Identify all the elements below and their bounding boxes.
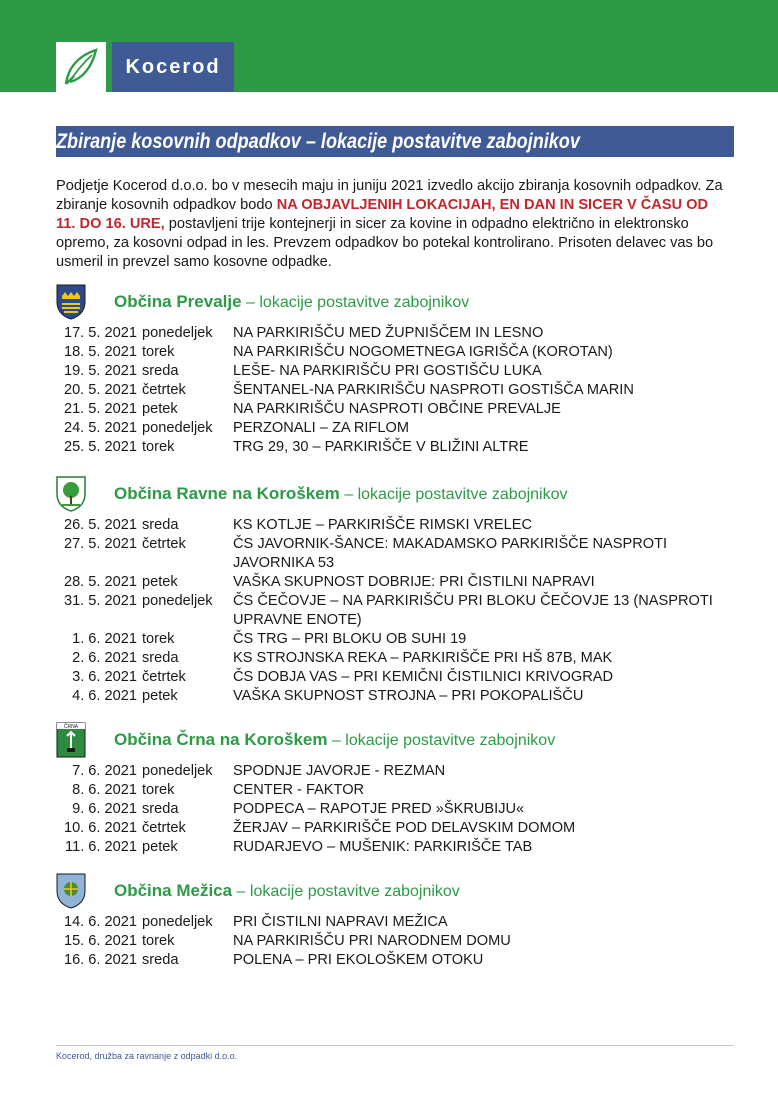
date-cell: 15. 6. 2021	[63, 933, 137, 949]
day-cell: ponedeljek	[142, 914, 213, 930]
day-cell: sreda	[142, 952, 179, 968]
day-cell: ponedeljek	[142, 325, 213, 341]
ravne-crest-icon	[56, 476, 86, 512]
table-row	[56, 687, 733, 706]
location-cell: ŠENTANEL-NA PARKIRIŠČU NASPROTI GOSTIŠČA MARIN	[233, 382, 634, 398]
table-row	[56, 400, 733, 419]
day-cell: ponedeljek	[142, 420, 213, 436]
date-cell: 1. 6. 2021	[72, 631, 137, 647]
location-cell: NA PARKIRIŠČU PRI NARODNEM DOMU	[233, 933, 511, 949]
location-cell: PRI ČISTILNI NAPRAVI MEŽICA	[233, 914, 448, 930]
date-cell: 11. 6. 2021	[65, 839, 137, 855]
mezica-crest-icon	[56, 873, 86, 909]
location-cell: ŽERJAV – PARKIRIŠČE POD DELAVSKIM DOMOM	[233, 820, 576, 836]
page-title: Zbiranje kosovnih odpadkov – lokacije postavitve zabojnikov	[56, 126, 734, 157]
day-cell: sreda	[142, 517, 179, 533]
table-row	[56, 800, 733, 819]
date-cell: 10. 6. 2021	[63, 820, 137, 836]
location-cell: NA PARKIRIŠČU MED ŽUPNIŠČEM IN LESNO	[233, 325, 544, 341]
table-row	[56, 838, 733, 857]
day-cell: petek	[142, 839, 178, 855]
location-cell: CENTER - FAKTOR	[233, 782, 365, 798]
day-cell: torek	[142, 782, 175, 798]
date-cell: 14. 6. 2021	[63, 914, 137, 930]
table-row	[56, 535, 733, 573]
date-cell: 25. 5. 2021	[63, 439, 137, 455]
location-cell: PODPECA – RAPOTJE PRED »ŠKRUBIJU«	[233, 801, 525, 817]
location-cell: NA PARKIRIŠČU NASPROTI OBČINE PREVALJE	[233, 401, 561, 417]
location-cell: ČS ČEČOVJE – NA PARKIRIŠČU PRI BLOKU ČEČOVJE 13 (NASPROTI UPRAVNE ENOTE)	[233, 593, 713, 628]
table-row	[56, 362, 733, 381]
day-cell: sreda	[142, 650, 179, 666]
date-cell: 2. 6. 2021	[72, 650, 137, 666]
date-cell: 3. 6. 2021	[72, 669, 137, 685]
location-cell: NA PARKIRIŠČU NOGOMETNEGA IGRIŠČA (KOROTAN)	[233, 344, 613, 360]
date-cell: 24. 5. 2021	[63, 420, 137, 436]
day-cell: torek	[142, 631, 175, 647]
day-cell: ponedeljek	[142, 593, 213, 609]
table-row	[56, 516, 733, 535]
day-cell: četrtek	[142, 820, 186, 836]
section-prevalje: Občina Prevalje – lokacije postavitve zabojnikov 17. 5. 2021 ponedeljek NA PARKIRIŠČU MED ŽUPNIŠČEM IN LESNO 18. 5. 2021 torek NA PARKIRIŠČU NOGOMETNEGA IGRIŠČA (KOROTAN) 19. 5. 2021 sreda LEŠE- NA PARKIRIŠČU PRI GOSTIŠČU LUKA 20. 5. 2021 četrtek ŠENTANEL-NA PARKIRIŠČU NASPROTI GOSTIŠČA MARIN 21. 5. 2021 petek NA PARKIRIŠČU NASPROTI OBČINE PREVALJE 24. 5. 2021 ponedeljek PERZONALI – ZA RIFLOM 25. 5. 2021 torek TRG 29, 30 – PARKIRIŠČE V BLIŽINI ALTRE	[56, 284, 746, 457]
day-cell: sreda	[142, 363, 179, 379]
section-ravne: Občina Ravne na Koroškem – lokacije postavitve zabojnikov 26. 5. 2021 sreda KS KOTLJE – PARKIRIŠČE RIMSKI VRELEC 27. 5. 2021 četrtek ČS JAVORNIK-ŠANCE: MAKADAMSKO PARKIRIŠČE NASPROTI JAVORNIKA 53 28. 5. 2021 petek VAŠKA SKUPNOST DOBRIJE: PRI ČISTILNI NAPRAVI 31. 5. 2021 ponedeljek ČS ČEČOVJE – NA PARKIRIŠČU PRI BLOKU ČEČOVJE 13 (NASPROTI UPRAVNE ENOTE) 1. 6. 2021 torek ČS TRG – PRI BLOKU OB SUHI 19 2. 6. 2021 sreda KS STROJNSKA REKA – PARKIRIŠČE PRI HŠ 87B, MAK 3. 6. 2021 četrtek ČS DOBJA VAS – PRI KEMIČNI ČISTILNICI KRIVOGRAD 4. 6. 2021 petek VAŠKA SKUPNOST STROJNA – PRI POKOPALIŠČU	[56, 476, 746, 706]
table-row	[56, 381, 733, 400]
table-row	[56, 762, 733, 781]
table-row	[56, 343, 733, 362]
day-cell: torek	[142, 933, 175, 949]
table-row	[56, 324, 733, 343]
day-cell: petek	[142, 574, 178, 590]
table-row	[56, 668, 733, 687]
day-cell: četrtek	[142, 382, 186, 398]
table-row	[56, 819, 733, 838]
location-cell: VAŠKA SKUPNOST DOBRIJE: PRI ČISTILNI NAPRAVI	[233, 574, 595, 590]
date-cell: 16. 6. 2021	[63, 952, 137, 968]
location-cell: POLENA – PRI EKOLOŠKEM OTOKU	[233, 952, 484, 968]
day-cell: petek	[142, 688, 178, 704]
footer-text: Kocerod, družba za ravnanje z odpadki d.o.o.	[56, 1051, 238, 1061]
location-cell: ČS DOBJA VAS – PRI KEMIČNI ČISTILNICI KRIVOGRAD	[233, 669, 614, 685]
table-row	[56, 951, 733, 970]
location-cell: SPODNJE JAVORJE - REZMAN	[233, 763, 446, 779]
date-cell: 4. 6. 2021	[72, 688, 137, 704]
date-cell: 17. 5. 2021	[63, 325, 137, 341]
date-cell: 19. 5. 2021	[63, 363, 137, 379]
date-cell: 21. 5. 2021	[63, 401, 137, 417]
table-row	[56, 781, 733, 800]
table-row	[56, 932, 733, 951]
location-cell: PERZONALI – ZA RIFLOM	[233, 420, 409, 436]
date-cell: 8. 6. 2021	[72, 782, 137, 798]
schedule-table	[56, 913, 733, 970]
day-cell: sreda	[142, 801, 179, 817]
day-cell: četrtek	[142, 536, 186, 552]
day-cell: petek	[142, 401, 178, 417]
day-cell: torek	[142, 344, 175, 360]
table-row	[56, 573, 733, 592]
date-cell: 28. 5. 2021	[63, 574, 137, 590]
location-cell: VAŠKA SKUPNOST STROJNA – PRI POKOPALIŠČU	[233, 688, 584, 704]
table-row	[56, 913, 733, 932]
location-cell: RUDARJEVO – MUŠENIK: PARKIRIŠČE TAB	[233, 839, 533, 855]
location-cell: ČS JAVORNIK-ŠANCE: MAKADAMSKO PARKIRIŠČE NASPROTI JAVORNIKA 53	[233, 536, 668, 571]
kocerod-logo	[56, 42, 106, 92]
crna-crest-label: ČRNA	[63, 724, 79, 730]
location-cell: KS STROJNSKA REKA – PARKIRIŠČE PRI HŠ 87B, MAK	[233, 650, 613, 666]
schedule-table	[56, 516, 733, 706]
location-cell: KS KOTLJE – PARKIRIŠČE RIMSKI VRELEC	[233, 517, 532, 533]
footer-divider	[56, 1045, 734, 1046]
date-cell: 20. 5. 2021	[63, 382, 137, 398]
location-cell: LEŠE- NA PARKIRIŠČU PRI GOSTIŠČU LUKA	[233, 363, 542, 379]
intro-paragraph: Podjetje Kocerod d.o.o. bo v mesecih maju in juniju 2021 izvedlo akcijo zbiranja kosovnih odpadkov. Za zbiranje kosovnih odpadkov bodo NA OBJAVLJENIH LOKACIJAH, EN DAN IN SICER V ČASU OD 11. DO 16. URE, postavljeni trije kontejnerji in sicer za kovine in odpadno električno in elektronsko opremo, za kosovni odpad in les. Prevzem odpadkov bo potekal kontrolirano. Prisoten delavec vas bo usmeril in prevzel samo kosovne odpadke.	[56, 178, 723, 270]
table-row	[56, 649, 733, 668]
table-row	[56, 630, 733, 649]
location-cell: TRG 29, 30 – PARKIRIŠČE V BLIŽINI ALTRE	[233, 439, 529, 455]
date-cell: 26. 5. 2021	[63, 517, 137, 533]
crna-crest-icon	[56, 722, 86, 758]
date-cell: 7. 6. 2021	[72, 763, 137, 779]
location-cell: ČS TRG – PRI BLOKU OB SUHI 19	[233, 631, 467, 647]
section-crna: ČRNA Občina Črna na Koroškem – lokacije postavitve zabojnikov 7. 6. 2021 ponedeljek SPODNJE JAVORJE - REZMAN 8. 6. 2021 torek CENTER - FAKTOR 9. 6. 2021 sreda PODPECA – RAPOTJE PRED »ŠKRUBIJU« 10. 6. 2021 četrtek ŽERJAV – PARKIRIŠČE POD DELAVSKIM DOMOM 11. 6. 2021 petek RUDARJEVO – MUŠENIK: PARKIRIŠČE TAB	[56, 722, 746, 857]
day-cell: torek	[142, 439, 175, 455]
date-cell: 18. 5. 2021	[63, 344, 137, 360]
intro-highlight: NA OBJAVLJENIH LOKACIJAH, EN DAN IN SICER V ČASU OD 11. DO 16. URE,	[56, 197, 709, 232]
date-cell: 27. 5. 2021	[63, 536, 137, 552]
day-cell: ponedeljek	[142, 763, 213, 779]
schedule-table	[56, 762, 733, 857]
prevalje-crest-icon	[56, 284, 86, 320]
day-cell: četrtek	[142, 669, 186, 685]
brand-name: Kocerod	[112, 42, 234, 92]
table-row	[56, 419, 733, 438]
leaf-icon	[62, 46, 100, 88]
schedule-table	[56, 324, 733, 457]
date-cell: 9. 6. 2021	[72, 801, 137, 817]
date-cell: 31. 5. 2021	[63, 593, 137, 609]
table-row	[56, 592, 733, 630]
table-row	[56, 438, 733, 457]
section-mezica: Občina Mežica – lokacije postavitve zabojnikov 14. 6. 2021 ponedeljek PRI ČISTILNI NAPRAVI MEŽICA 15. 6. 2021 torek NA PARKIRIŠČU PRI NARODNEM DOMU 16. 6. 2021 sreda POLENA – PRI EKOLOŠKEM OTOKU	[56, 873, 746, 970]
